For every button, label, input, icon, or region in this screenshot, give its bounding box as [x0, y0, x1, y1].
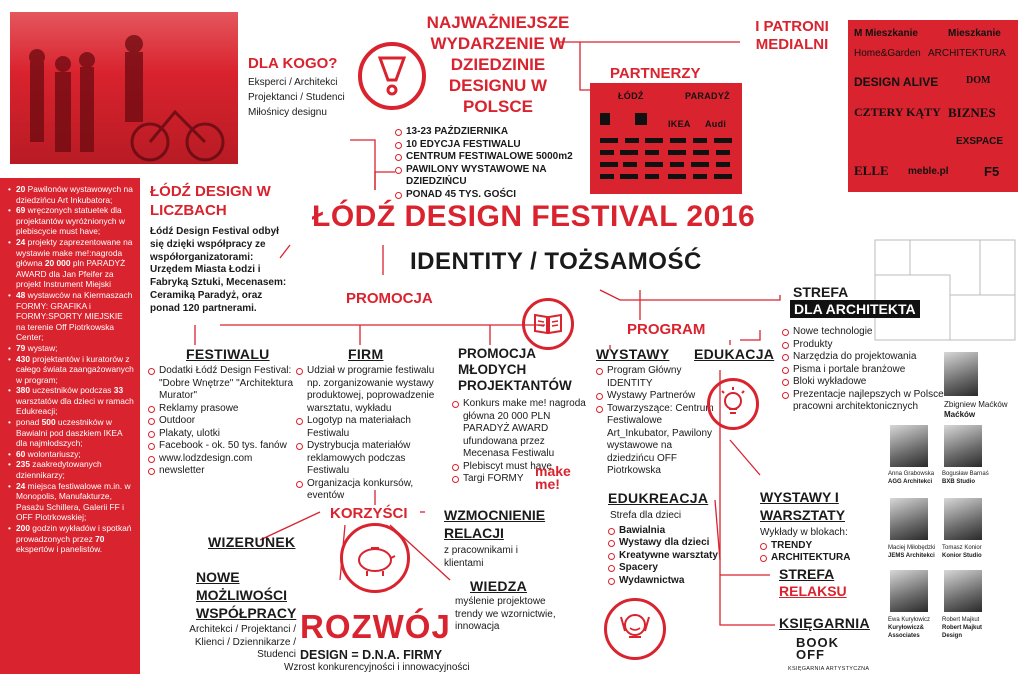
media-logo: meble.pl [908, 166, 949, 177]
stat-text: uczestników w Bawialni pod daszkiem IKEA dla najmłodszych; [16, 417, 123, 449]
list-item: TRENDY [760, 540, 870, 553]
bullet-icon: • [8, 459, 11, 470]
dna-subtext: Wzrost konkurencyjności i innowacyjności [284, 662, 470, 673]
media-logo: Mieszkanie [948, 28, 1001, 39]
list-item: www.lodzdesign.com [148, 453, 296, 466]
media-logo: CZTERY KĄTY [854, 105, 941, 119]
mozliwosci-text: Architekci / Projektanci / Klienci / Dziennikarze / Studenci [189, 624, 296, 660]
stat-number: 48 [16, 289, 26, 300]
media-logo: Home&Garden [854, 48, 921, 59]
bullet-icon: • [8, 480, 11, 491]
list-item: Prezentacje najlepszych w Polsce pracowni architektonicznych [782, 389, 982, 414]
list-item: Organizacja konkursów, eventów [296, 478, 446, 503]
edukacja-heading: EDUKACJA [694, 346, 775, 362]
event-photo [10, 12, 238, 164]
stat-item [8, 449, 134, 460]
liczby-text: Łódź Design Festival odbył się dzięki współpracy ze współorganizatorami: Urzędem Miasta Łodzi i Fabryką Sztuki, Mecenasem: Ceramiką Paradyż, oraz ponad 120 partnerami. [150, 226, 287, 314]
list-item: Pisma i portale branżowe [782, 364, 982, 377]
liczby-heading: ŁÓDŹ DESIGN W LICZBACH [150, 183, 271, 219]
stat-text: godzin wykładów i spotkań prowadzonych przez [16, 523, 132, 544]
bullet-icon: • [8, 342, 11, 353]
book-off-subtitle: KSIĘGARNIA ARTYSTYCZNA [788, 666, 870, 672]
media-logo: DOM [966, 75, 991, 86]
list-item: Narzędzia do projektowania [782, 351, 982, 364]
dla-kogo-heading: DLA KOGO? [248, 55, 338, 72]
list-item: Towarzyszące: Centrum Festiwalowe Art_Inkubator, Pawilony wystawowe na dziedzińcu OFF Piotrkowska [596, 403, 716, 478]
person-caption: Maciej Miłobędzki JEMS Architekci [888, 545, 936, 559]
festival-subtitle: IDENTITY / TOŻSAMOŚĆ [410, 248, 702, 275]
bullet-icon: • [8, 236, 11, 247]
bullet-icon: • [8, 417, 11, 428]
mlodych-heading: PROMOCJA MŁODYCH PROJEKTANTÓW [458, 346, 572, 393]
child-icon [604, 598, 666, 660]
portrait-photo [890, 570, 928, 612]
stat-number: 380 [16, 385, 30, 396]
korzysci-heading: KORZYŚCI [330, 505, 408, 522]
stat-text: warsztatów dla dzieci w ramach Edukreacji; [16, 395, 134, 417]
stats-list [0, 178, 140, 555]
relaksu-heading-2: RELAKSU [779, 583, 847, 599]
warsztaty-intro: Wykłady w blokach: [760, 527, 848, 538]
list-item: Dystrybucja materiałów reklamowych podczas Festiwalu [296, 440, 446, 478]
bullet-icon: • [8, 184, 11, 194]
stat-item [8, 184, 134, 205]
top-heading: NAJWAŻNIEJSZE WYDARZENIE W DZIEDZINIE DESIGNU W POLSCE [426, 13, 570, 116]
wizerunek-heading: WIZERUNEK [208, 534, 296, 550]
media-logo: ARCHITEKTURA [928, 48, 1006, 59]
partner-logo: ŁÓDŹ [618, 91, 644, 101]
relacje-heading: WZMOCNIENIE RELACJI [444, 507, 546, 541]
stat-number: 70 [95, 533, 105, 544]
book-off-logo: BOOK OFF [796, 635, 839, 662]
festival-title: ŁÓDŹ DESIGN FESTIVAL 2016 [312, 200, 756, 233]
list-item: Facebook - ok. 50 tys. fanów [148, 440, 296, 453]
stat-number: 235 [16, 459, 30, 470]
list-item: Plebiscyt must have [452, 461, 592, 474]
media-logo: ELLE [854, 163, 889, 178]
edukreacja-list [608, 525, 718, 588]
portrait-photo [890, 425, 928, 467]
stat-text: ekspertów i panelistów. [16, 544, 103, 555]
list-item: Outdoor [148, 415, 296, 428]
wystawy-heading: WYSTAWY [596, 346, 670, 362]
list-item: Wystawy Partnerów [596, 390, 716, 403]
stat-number: 69 [16, 205, 26, 216]
portrait-photo [944, 570, 982, 612]
partner-logos-panel [590, 83, 742, 194]
fact-item: 10 EDYCJA FESTIWALU [395, 139, 580, 152]
firm-list [296, 365, 446, 503]
stat-item [8, 354, 134, 386]
stat-item [8, 237, 134, 290]
list-item: Program Główny IDENTITY [596, 365, 716, 390]
stat-number: 33 [113, 385, 124, 396]
warsztaty-list [760, 540, 870, 565]
stat-item [8, 459, 134, 480]
mozliwosci-heading: NOWE MOŻLIWOŚCI WSPÓŁPRACY [196, 569, 297, 621]
stats-panel [0, 178, 140, 674]
architekt-heading-2: DLA ARCHITEKTA [790, 300, 920, 318]
stat-item [8, 385, 134, 417]
stat-item [8, 523, 134, 555]
stat-number: 24 [16, 236, 26, 247]
person-caption: Anna Grabowska AGG Architekci [888, 471, 935, 485]
stat-text: uczestników podczas [29, 385, 114, 396]
list-item: newsletter [148, 465, 296, 478]
stat-number: 200 [16, 523, 30, 533]
list-item: Dodatki Łódź Design Festival: "Dobre Wnętrze" "Architektura Murator" [148, 365, 296, 403]
media-logos-panel [848, 20, 1018, 192]
list-item: Reklamy prasowe [148, 403, 296, 416]
partner-logo: Audi [705, 119, 727, 129]
stat-text: projektantów i kuratorów z całego świata zaangażowanych w program; [16, 353, 134, 385]
wiedza-text: myślenie projektowe trendy we wzornictwie, innowacja [455, 596, 556, 632]
festiwalu-list [148, 365, 296, 478]
stat-number: 20 000 [44, 258, 71, 269]
relacje-text: z pracownikami i klientami [444, 545, 518, 569]
make-me-badge: make me! [535, 463, 571, 492]
list-item: Kreatywne warsztaty [608, 550, 718, 563]
portrait-photo [890, 498, 928, 540]
list-item: Wydawnictwa [608, 575, 718, 588]
stat-number: 60 [16, 448, 26, 459]
bullet-icon: • [8, 289, 11, 300]
stat-item [8, 481, 134, 523]
portrait-photo [944, 425, 982, 467]
stat-number: 79 [16, 342, 26, 353]
media-logo: F5 [984, 164, 1000, 179]
stat-number: 24 [16, 480, 26, 491]
festiwalu-heading: FESTIWALU [186, 346, 270, 362]
stat-text: ponad [16, 417, 42, 428]
wiedza-heading: WIEDZA [470, 578, 528, 594]
edukreacja-heading: EDUKREACJA [608, 490, 709, 506]
stat-text: Pawilonów wystawowych na dziedzińcu Art Inkubatora; [16, 184, 133, 205]
stat-text: projekty zaprezentowane na wystawie make me!:nagroda główna [16, 236, 133, 269]
list-item: Produkty [782, 339, 982, 352]
edukreacja-intro: Strefa dla dzieci [610, 510, 682, 521]
partner-logo: IKEA [668, 119, 691, 129]
fact-item: CENTRUM FESTIWALOWE 5000m2 [395, 151, 580, 164]
fact-item: PONAD 45 TYS. GOŚCI [395, 189, 580, 202]
person-caption: Ewa Kuryłowicz Kuryłowicz& Associates [888, 617, 931, 639]
media-logo: M Mieszkanie [854, 28, 918, 39]
list-item: Spacery [608, 562, 718, 575]
stat-text: zaakredytowanych dziennikarzy; [16, 459, 102, 481]
person-caption: Bogusław Barnaś BXB Studio [942, 471, 989, 485]
stat-number: 20 [16, 184, 26, 194]
partnerzy-heading: PARTNERZY [610, 65, 701, 82]
program-heading: PROGRAM [627, 321, 706, 338]
stat-text: wręczonych statuetek dla projektantów wyróżnionych w plebiscycie must have; [16, 205, 125, 237]
list-item: ARCHITEKTURA [760, 552, 870, 565]
list-item: Konkurs make me! nagroda główna 20 000 PLN PARADYŻ AWARD ufundowana przez Mecenasa Festiwalu [452, 398, 592, 461]
dla-kogo-line: Miłośnicy designu [248, 107, 327, 118]
list-item: Plakaty, ulotki [148, 428, 296, 441]
book-icon [522, 298, 574, 350]
list-item: Targi FORMY [452, 473, 592, 486]
bullet-icon: • [8, 205, 11, 216]
top-facts [395, 126, 580, 201]
media-logo: EXSPACE [956, 136, 1004, 147]
rozwoj-heading: ROZWÓJ [300, 608, 451, 645]
person-caption: Tomasz Konior Konior Studio [942, 545, 982, 559]
stat-item [8, 205, 134, 237]
media-logo: DESIGN ALIVE [854, 75, 939, 89]
firm-heading: FIRM [348, 346, 384, 362]
list-item: Wystawy dla dzieci [608, 537, 718, 550]
list-item: Bawialnia [608, 525, 718, 538]
fact-item: 13-23 PAŹDZIERNIKA [395, 126, 580, 139]
stat-item [8, 343, 134, 354]
promocja-heading: PROMOCJA [346, 290, 433, 307]
portrait-photo [944, 352, 978, 396]
lightbulb-icon [707, 378, 759, 430]
stat-number: 430 [16, 353, 30, 364]
bullet-icon: • [8, 385, 11, 396]
stat-number: 500 [41, 417, 56, 428]
stat-item [8, 290, 134, 343]
dla-kogo-line: Projektanci / Studenci [248, 92, 345, 103]
partner-logo: PARADYŻ [685, 91, 730, 101]
person-caption: Robert Majkut Robert Majkut Design [942, 617, 983, 639]
person-caption: Zbigniew Maćków Maćków [944, 400, 1008, 419]
media-logo: BIZNES [948, 105, 996, 120]
architekt-heading: STREFA [793, 284, 849, 300]
stat-item [8, 417, 134, 449]
list-item: Bloki wykładowe [782, 376, 982, 389]
bullet-icon: • [8, 523, 11, 533]
fact-item: PAWILONY WYSTAWOWE NA DZIEDZIŃCU [395, 164, 580, 189]
list-item: Udział w programie festiwalu np. zorganizowanie wystawy produktowej, poprowadzenie warsztatu, wykładu [296, 365, 446, 415]
stat-text: pln PARADYŻ AWARD dla Jan Pfeifer za projekt Instrument Miejski [16, 258, 126, 290]
dna-heading: DESIGN = D.N.A. FIRMY [300, 648, 443, 662]
dla-kogo-line: Eksperci / Architekci [248, 77, 338, 88]
portrait-photo [944, 498, 982, 540]
list-item: Logotyp na materiałach Festiwalu [296, 415, 446, 440]
stat-text: wolontariuszy; [25, 448, 81, 459]
ksiegarnia-heading: KSIĘGARNIA [779, 615, 870, 631]
stat-text: wystawców na Kiermaszach FORMY: GRAFIKA i FORMY:SPORTY MIEJSKIE na terenie Off Piotrkowska Center; [16, 289, 133, 343]
patroni-heading: I PATRONI MEDIALNI [755, 18, 829, 53]
stat-text: wystaw; [25, 342, 58, 353]
wystawy-list [596, 365, 716, 478]
bullet-icon: • [8, 448, 11, 459]
relaksu-heading: STREFA [779, 566, 835, 582]
stat-text: miejsca festiwalowe m.in. w Monopolis, Manufakturze, Pasażu Schillera, Galerii FF i OFF Piotrkowskiej; [16, 480, 131, 523]
piggy-bank-icon [340, 523, 410, 593]
list-item: Nowe technologie [782, 326, 982, 339]
exclamation-icon [358, 42, 426, 110]
bullet-icon: • [8, 353, 11, 364]
warsztaty-heading: WYSTAWY I WARSZTATY [760, 489, 846, 523]
